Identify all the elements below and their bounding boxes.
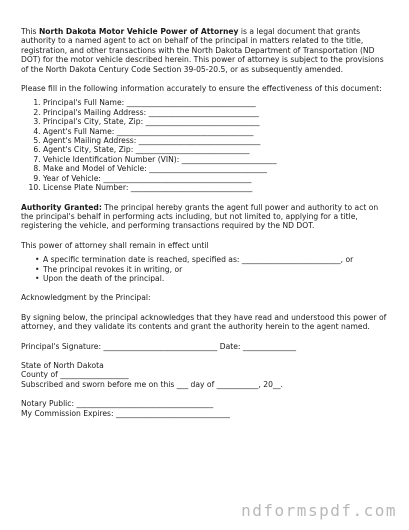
make-model-blank[interactable]: _______________________________ [149, 164, 267, 174]
signature-line: Principal's Signature: ______________________________ Date: ______________ [21, 341, 297, 351]
principal-city-blank[interactable]: ______________________________ [145, 117, 260, 127]
field-vin: 7. Vehicle Identification Number (VIN): _________________________ [43, 155, 393, 164]
date-blank[interactable]: ______________ [242, 341, 297, 351]
notary-public-blank[interactable]: ____________________________________ [76, 399, 214, 409]
authority-paragraph [21, 203, 393, 231]
year-blank[interactable]: _______________________________________ [103, 173, 252, 183]
agent-name-blank[interactable]: ____________________________________ [116, 126, 254, 136]
fill-instructions: Please fill in the following information accurately to ensure the effectiveness of this document: [21, 84, 382, 94]
field-principal-city: 3. Principal's City, State, Zip: ______________________________ [43, 117, 393, 126]
document-page [21, 27, 393, 418]
notary-sworn: Subscribed and sworn before me on this ___ day of ___________, 20__. [21, 379, 283, 389]
signature-blank[interactable]: ______________________________ [103, 341, 218, 351]
field-principal-name: 1. Principal's Full Name: __________________________________ [43, 98, 393, 107]
termination-list [21, 255, 393, 283]
intro-paragraph [21, 27, 393, 74]
principal-address-blank[interactable]: _____________________________ [148, 107, 259, 117]
document-title: North Dakota Motor Vehicle Power of Attorney [38, 27, 239, 36]
field-year: 9. Year of Vehicle: _______________________________________ [43, 174, 393, 183]
commission-line: My Commission Expires: ______________________________ [21, 408, 230, 418]
field-make-model: 8. Make and Model of Vehicle: _______________________________ [43, 164, 393, 173]
acknowledgment-body: By signing below, the principal acknowledges that they have read and understood this power of attorney, and they validate its contents and grant the authority herein to the agent named. [21, 312, 387, 332]
termination-item: • A specific termination date is reached, specified as: __________________________, or [35, 255, 393, 264]
field-agent-address: 5. Agent's Mailing Address: ________________________________ [43, 136, 393, 145]
field-principal-address: 2. Principal's Mailing Address: _____________________________ [43, 108, 393, 117]
agent-city-blank[interactable]: ______________________________ [135, 145, 250, 155]
notary-state: State of North Dakota [21, 360, 104, 370]
info-field-list [21, 98, 393, 192]
field-license-plate: 10. License Plate Number: ________________________________ [43, 183, 393, 192]
county-blank[interactable]: __________________ [60, 370, 129, 380]
intro-body: is a legal document that grants authority to a named agent to act on behalf of the principal in matters related to the title, registration, and other transactions with the North Dakota Department of Transportation (ND DOT) for the motor vehicle described herein. This power of attorney is subject to the provisions of the North Dakota Century Code Section 39-05-20.5, or as subsequently amended. [21, 27, 384, 74]
intro-lead: This [21, 27, 39, 36]
effect-intro: This power of attorney shall remain in effect until [21, 240, 209, 250]
authority-heading: Authority Granted: [21, 202, 102, 212]
notary-county: County of __________________ [21, 370, 129, 380]
acknowledgment-heading: Acknowledgment by the Principal: [21, 293, 151, 303]
principal-name-blank[interactable]: __________________________________ [126, 98, 256, 108]
agent-address-blank[interactable]: ________________________________ [138, 136, 261, 146]
vin-blank[interactable]: _________________________ [181, 154, 277, 164]
notary-public-line: Notary Public: ____________________________________ [21, 399, 214, 409]
field-agent-city: 6. Agent's City, State, Zip: ______________________________ [43, 145, 393, 154]
watermark: ndformspdf.com [241, 501, 397, 520]
authority-body: The principal hereby grants the agent full power and authority to act on the principal's behalf in performing acts including, but not limited to, applying for a title, registering the vehicle, and performing transactions required by the ND DOT. [21, 202, 379, 231]
termination-item: • Upon the death of the principal. [35, 274, 393, 283]
license-plate-blank[interactable]: ________________________________ [130, 183, 253, 193]
termination-item: • The principal revokes it in writing, or [35, 265, 393, 274]
field-agent-name: 4. Agent's Full Name: ____________________________________ [43, 127, 393, 136]
commission-blank[interactable]: ______________________________ [116, 408, 230, 418]
